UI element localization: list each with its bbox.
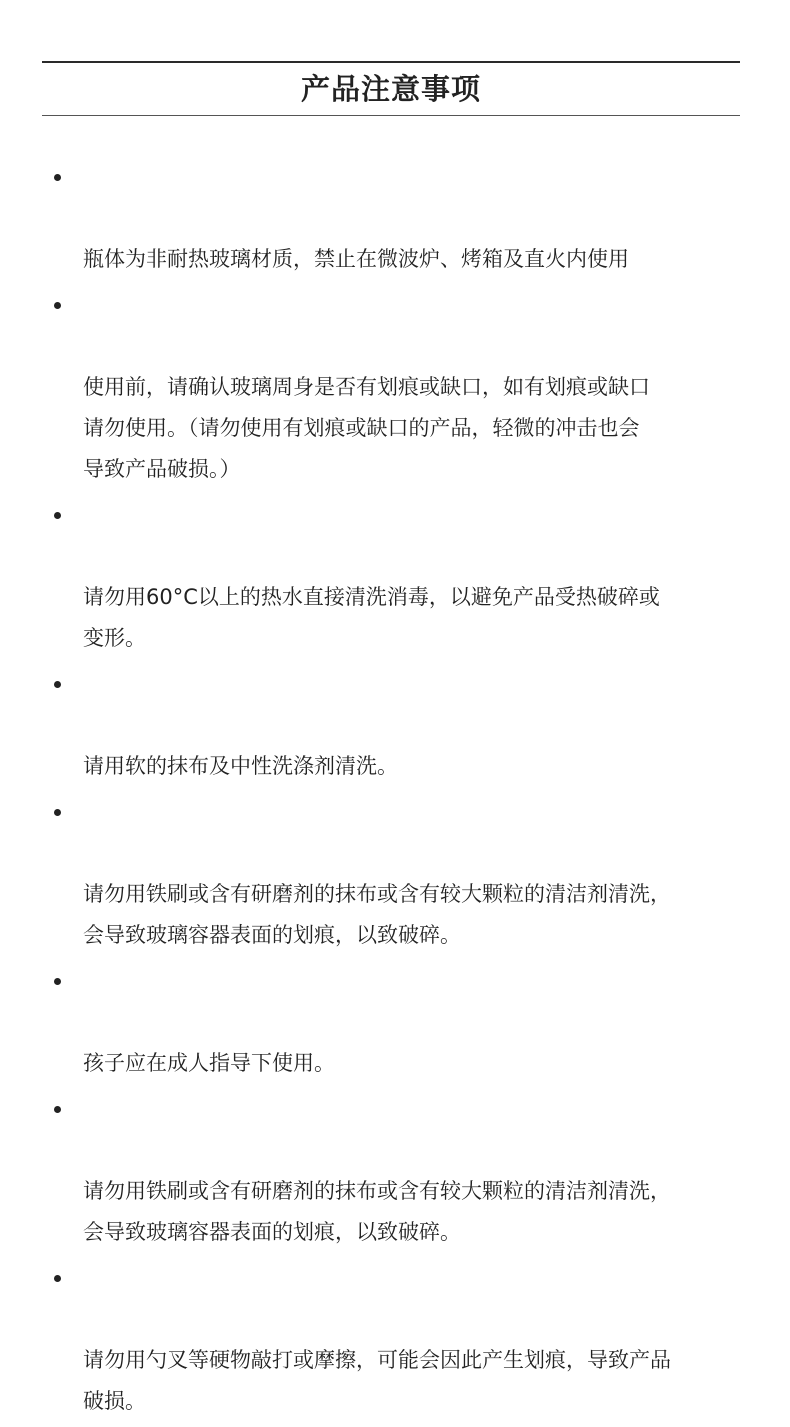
- page-title: 产品注意事项: [300, 72, 481, 106]
- notice-text: 使用前，请确认玻璃周身是否有划痕或缺口，如有划痕或缺口 请勿使用。（请勿使用有划痕或缺口的产品，轻微的冲击也会 导致产品破损。）: [83, 375, 650, 481]
- notice-text: 请勿用铁刷或含有研磨剂的抹布或含有较大颗粒的清洁剂清洗， 会导致玻璃容器表面的划痕，以致破碎。: [83, 882, 671, 947]
- bullet-icon: [54, 174, 61, 181]
- notice-text: 瓶体为非耐热玻璃材质，禁止在微波炉、烤箱及直火内使用: [83, 247, 629, 271]
- notice-text: 请勿用勺叉等硬物敲打或摩擦，可能会因此产生划痕，导致产品 破损。: [83, 1348, 671, 1413]
- notice-text: 请用软的抹布及中性洗涤剂清洗。: [83, 754, 398, 778]
- list-item: [52, 961, 752, 1084]
- list-item: [52, 157, 752, 280]
- list-item: [52, 285, 752, 490]
- list-item: [52, 495, 752, 659]
- list-item: [52, 1089, 752, 1253]
- bullet-icon: [54, 978, 61, 985]
- bullet-icon: [54, 809, 61, 816]
- bullet-icon: [54, 681, 61, 688]
- list-item: [52, 1258, 752, 1422]
- bullet-icon: [54, 1106, 61, 1113]
- notice-text: 孩子应在成人指导下使用。: [83, 1051, 335, 1075]
- bullet-icon: [54, 512, 61, 519]
- title-banner: [42, 61, 740, 116]
- notice-text: 请勿用60°C以上的热水直接清洗消毒，以避免产品受热破碎或 变形。: [83, 585, 660, 650]
- notice-text: 请勿用铁刷或含有研磨剂的抹布或含有较大颗粒的清洁剂清洗， 会导致玻璃容器表面的划痕，以致破碎。: [83, 1179, 671, 1244]
- bullet-icon: [54, 302, 61, 309]
- bullet-icon: [54, 1275, 61, 1282]
- list-item: [52, 664, 752, 787]
- notice-list: [52, 157, 752, 1427]
